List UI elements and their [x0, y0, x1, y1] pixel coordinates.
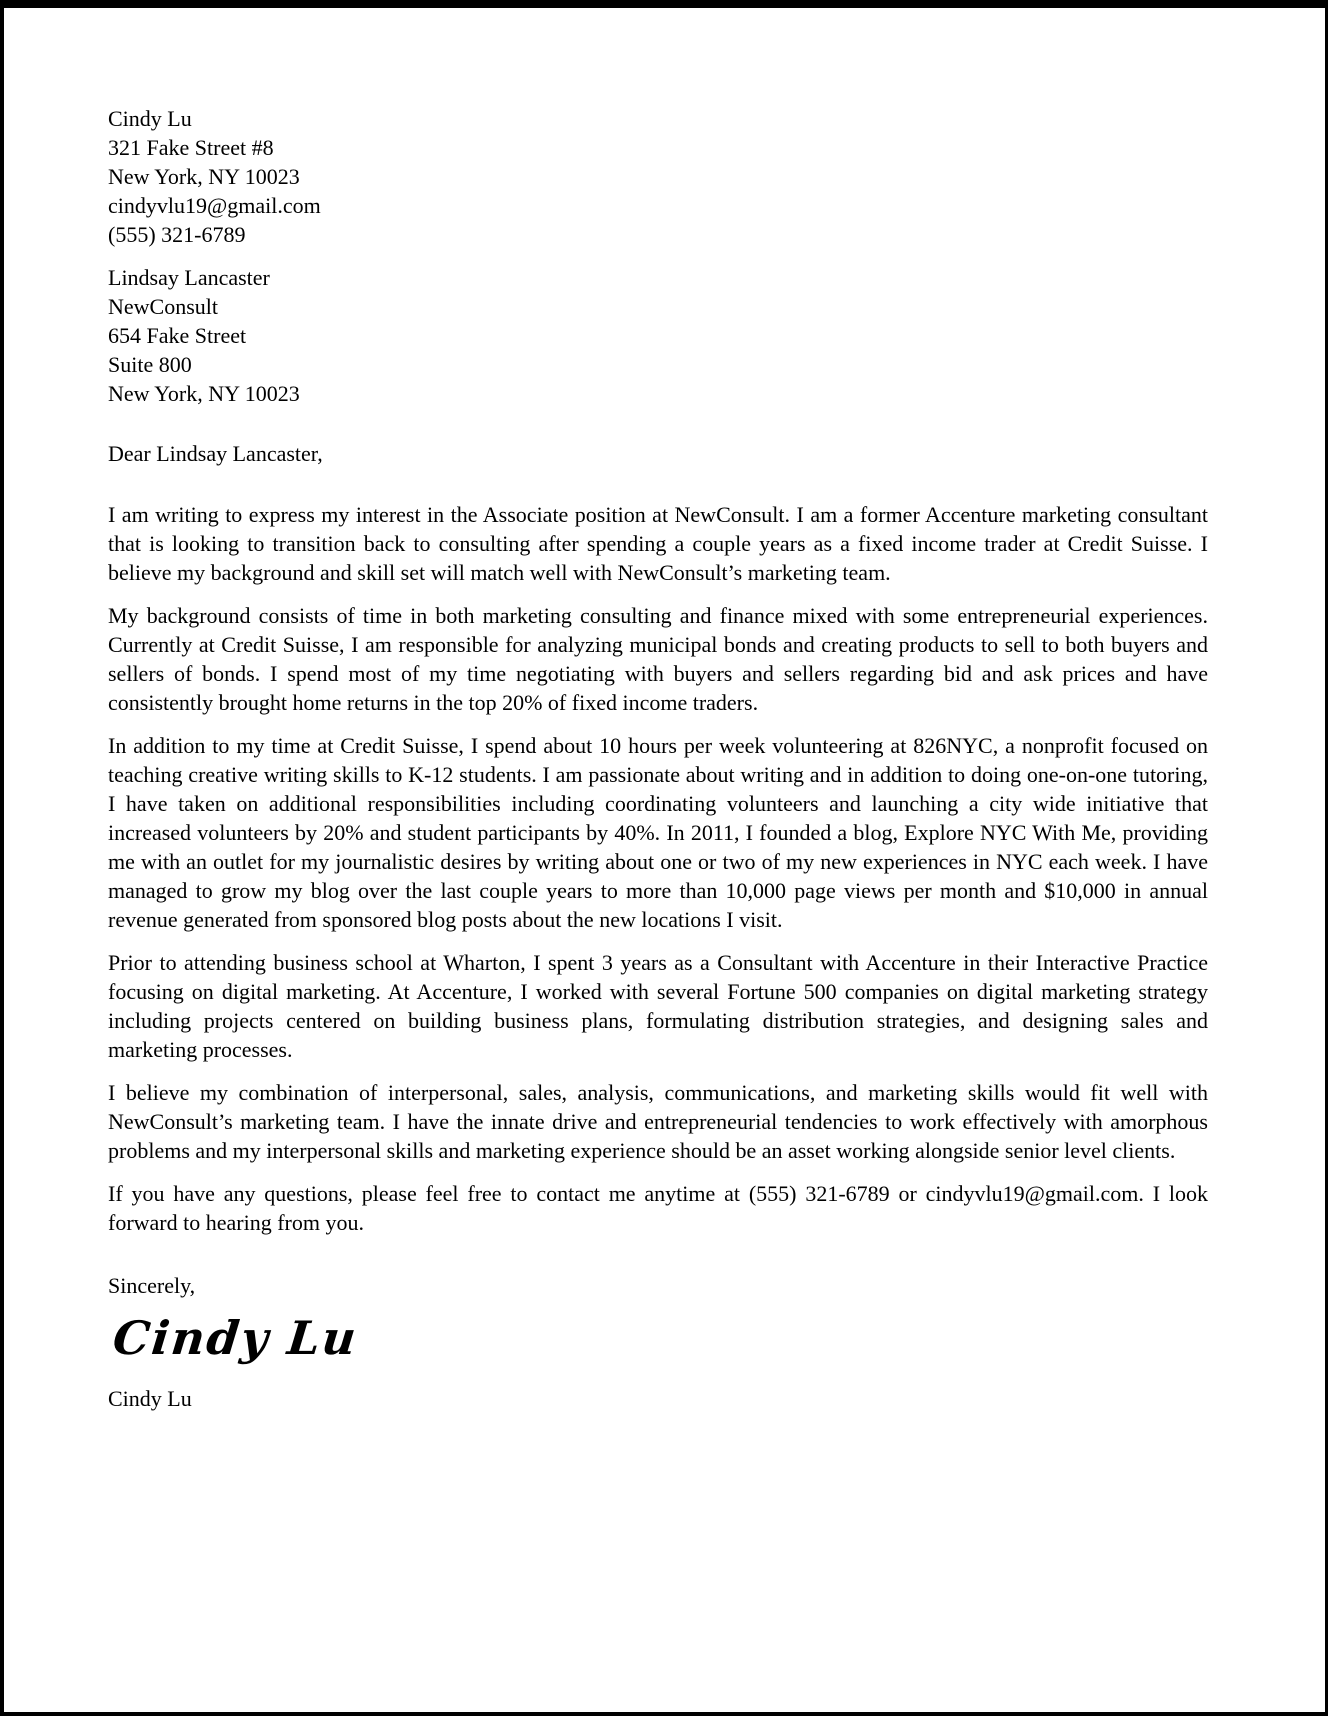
paragraph-contact: If you have any questions, please feel free to contact me anytime at (555) 321-6789 or cindyvlu19@gmail.com. I look forward to hearing from you. [108, 1181, 1208, 1235]
paragraph-volunteering: In addition to my time at Credit Suisse, I spend about 10 hours per week volunteering at 826NYC, a nonprofit focused on teaching creative writing skills to K-12 students. I am passionate about writing and in addition to doing one-on-one tutoring, I have taken on additional responsibilities including coordinating volunteers and launching a city wide initiative that increased volunteers by 20% and student participants by 40%. In 2011, I founded a blog, Explore NYC With Me, providing me with an outlet for my journalistic desires by writing about one or two of my new experiences in NYC each week. I have managed to grow my blog over the last couple years to more than 10,000 page views per month and $10,000 in annual revenue generated from sponsored blog posts about the new locations I visit. [108, 733, 1208, 932]
signature-handwritten: Cindy Lu [110, 1311, 361, 1365]
sender-email: cindyvlu19@gmail.com [108, 193, 321, 218]
paragraph-intro: I am writing to express my interest in the Associate position at NewConsult. I am a former Accenture marketing consultant that is looking to transition back to consulting after spending a couple years as a fixed income trader at Credit Suisse. I believe my background and skill set will match well with NewConsult’s marketing team. [108, 502, 1208, 585]
paragraph-skills: I believe my combination of interpersonal, sales, analysis, communications, and marketing skills would fit well with NewConsult’s marketing team. I have the innate drive and entrepreneurial tendencies to work effectively with amorphous problems and my interpersonal skills and marketing experience should be an asset working alongside senior level clients. [108, 1080, 1208, 1163]
recipient-street: 654 Fake Street [108, 323, 247, 348]
sender-street: 321 Fake Street #8 [108, 135, 274, 160]
salutation: Dear Lindsay Lancaster, [108, 441, 323, 466]
recipient-suite: Suite 800 [108, 352, 192, 377]
sender-city: New York, NY 10023 [108, 164, 300, 189]
closing: Sincerely, [108, 1273, 196, 1298]
letter-body [108, 104, 1208, 1413]
paragraph-background: My background consists of time in both marketing consulting and finance mixed with some entrepreneurial experiences. Currently at Credit Suisse, I am responsible for analyzing municipal bonds and creating products to sell to both buyers and sellers of bonds. I spend most of my time negotiating with buyers and sellers regarding bid and ask prices and have consistently brought home returns in the top 20% of fixed income traders. [108, 603, 1208, 715]
signature-typed: Cindy Lu [108, 1386, 192, 1411]
sender-address-block [108, 104, 1208, 249]
recipient-address-block [108, 263, 1208, 408]
recipient-city: New York, NY 10023 [108, 381, 300, 406]
recipient-company: NewConsult [108, 294, 218, 319]
sender-name: Cindy Lu [108, 106, 192, 131]
sender-phone: (555) 321-6789 [108, 222, 246, 247]
paragraph-accenture: Prior to attending business school at Wharton, I spent 3 years as a Consultant with Accenture in their Interactive Practice focusing on digital marketing. At Accenture, I worked with several Fortune 500 companies on digital marketing strategy including projects centered on building business plans, formulating distribution strategies, and designing sales and marketing processes. [108, 950, 1208, 1062]
recipient-name: Lindsay Lancaster [108, 265, 270, 290]
